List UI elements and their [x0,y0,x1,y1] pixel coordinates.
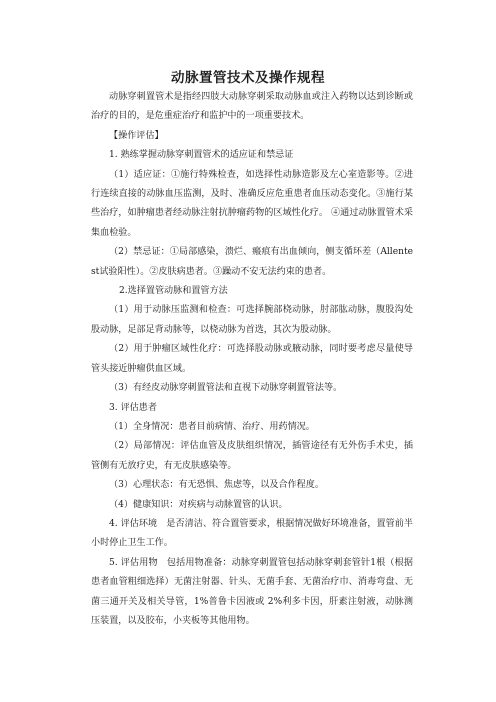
document-body [91,88,413,631]
paragraph-pressure-monitoring: （1）用于动脉压监测和检查：可选择腕部桡动脉，肘部肱动脉，腹股沟处股动脉，足部足背动脉等，以桡动脉为首选，其次为股动脉。 [91,305,413,335]
paragraph-methods: （3）有经皮动脉穿刺置管法和直视下动脉穿刺置管法等。 [109,383,343,394]
paragraph-chemotherapy: （2）用于肿瘤区域性化疗：可选择股动脉或腋动脉，同时要考虑尽量使导管头接近肿瘤供血区域。 [91,344,413,374]
document-title: 动脉置管技术及操作规程 [171,70,325,86]
subheading-3: 3. 评估患者 [109,402,157,413]
intro-paragraph: 动脉穿刺置管术是指经四肢大动脉穿刺采取动脉血或注入药物以达到诊断或治疗的目的，是危重症治疗和监护中的一项重要技术。 [91,92,413,122]
paragraph-general: （1）全身情况：患者目前病情、治疗、用药情况。 [109,421,315,432]
paragraph-health-knowledge: （4）健康知识：对疾病与动脉置管的认识。 [109,499,288,510]
paragraph-supplies: 5. 评估用物 包括用物准备：动脉穿刺置管包括动脉穿刺套管针1根（根据患者血管粗细选择）无菌注射器、针头、无菌手套、无菌治疗巾、消毒弯盘、无菌三通开关及相关导管，1%普鲁卡因液或 2%利多卡因，肝素注射液，动脉测压装置，以及胶布，小夹板等其他用物。 [91,557,413,626]
subheading-1: 1. 熟练掌握动脉穿刺置管术的适应证和禁忌证 [109,150,294,161]
paragraph-local: （2）局部情况：评估血管及皮肤组织情况，插管途径有无外伤手术史，插管侧有无放疗史，有无皮肤感染等。 [91,441,413,471]
paragraph-environment: 4. 评估环境 是否清洁、符合置管要求，根据情况做好环境准备，置管前半小时停止卫生工作。 [91,518,413,549]
section-heading-assessment: 【操作评估】 [109,130,164,141]
paragraph-psychology: （3）心理状态：有无恐惧、焦虑等，以及合作程度。 [109,480,324,491]
paragraph-contraindications: （2）禁忌证：①局部感染，溃烂、瘢痕有出血倾向，侧支循环差（Allentest试验阳性）。②皮肤病患者。③躁动不安无法约束的患者。 [91,247,413,277]
paragraph-indications: （1）适应证：①施行特殊检查，如选择性动脉造影及左心室造影等。②进行连续直接的动脉血压监测，及时、准确反应危重患者血压动态变化。③施行某些治疗，如肿瘤患者经动脉注射抗肿瘤药物的区域性化疗。 ④通过动脉置管术采集血检验。 [91,169,413,238]
subheading-2: 2.选择置管动脉和置管方法 [119,286,228,297]
